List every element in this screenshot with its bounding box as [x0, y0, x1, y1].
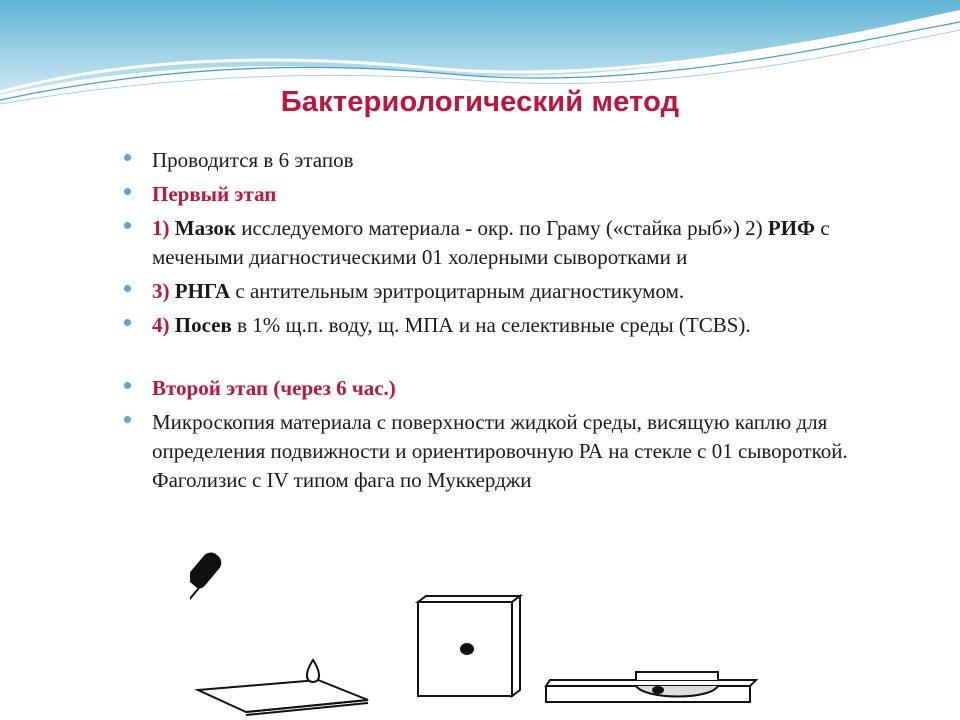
list-item: Микроскопия материала с поверхности жидкой среды, висящую каплю для определения подвижности и ориентировочную РА на стекле с 01 сывороткой. Фаголизис с IV типом фага по Муккерджи [124, 408, 894, 495]
bullet-icon [124, 222, 131, 229]
list-item: 3) РНГА с антительным эритроцитарным диагностикумом. [124, 277, 894, 306]
bullet-icon [124, 285, 131, 292]
list-item: Первый этап [124, 180, 894, 209]
hanging-drop-slide-icon [546, 672, 756, 702]
bullet-icon [124, 319, 131, 326]
coverslip-drop-icon [418, 596, 520, 696]
bullet-list [124, 146, 894, 500]
bullet-icon [124, 188, 131, 195]
slide-title: Бактериологический метод [280, 86, 680, 118]
bullet-icon [124, 154, 131, 161]
list-item: 4) Посев в 1% щ.п. воду, щ. МПА и на селективные среды (TCBS). [124, 311, 894, 340]
pipette-drop-icon [190, 550, 368, 715]
hanging-drop-illustration [190, 540, 790, 720]
list-item: 1) Мазок исследуемого материала - окр. по Граму («стайка рыб») 2) РИФ с мечеными диагностическими 01 холерными сыворотками и [124, 214, 894, 272]
list-item: Второй этап (через 6 час.) [124, 374, 894, 403]
bullet-icon [124, 416, 131, 423]
list-item: Проводится в 6 этапов [124, 146, 894, 175]
bullet-icon [124, 382, 131, 389]
